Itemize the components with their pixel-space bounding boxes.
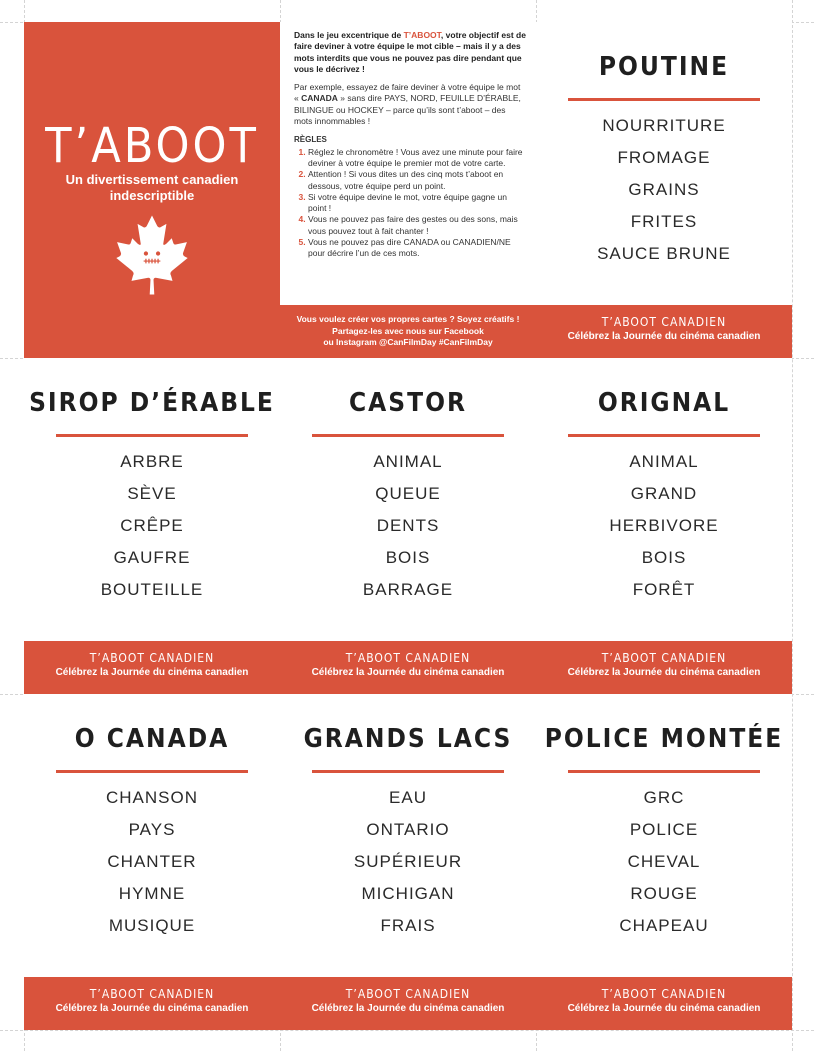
- card-footer: [536, 305, 792, 358]
- target-word: ORIGNAL: [597, 388, 731, 418]
- target-word: O CANADA: [74, 724, 230, 754]
- taboo-word: PAYS: [128, 820, 176, 839]
- taboo-word: POLICE: [629, 820, 699, 839]
- taboo-word: GRC: [643, 788, 685, 807]
- rules-example: [294, 82, 526, 127]
- divider: [312, 434, 504, 437]
- card-footer-title: T’ABOOT CANADIEN: [345, 651, 471, 665]
- taboo-word: GAUFRE: [113, 548, 191, 567]
- taboo-card: [280, 358, 536, 694]
- taboo-word: SAUCE BRUNE: [597, 244, 731, 263]
- stitched-mouth: [144, 259, 161, 264]
- taboo-list: [280, 446, 536, 606]
- example-word: CANADA: [301, 93, 338, 104]
- card-footer-subtitle: Célébrez la Journée du cinéma canadien: [311, 667, 505, 678]
- taboo-list: [24, 446, 280, 606]
- card-footer-title: T’ABOOT CANADIEN: [601, 315, 727, 329]
- rule-item: 3. Si votre équipe devine le mot, votre équipe gagne un point !: [308, 192, 526, 215]
- card-footer: [536, 641, 792, 694]
- taboo-list: [24, 782, 280, 942]
- card-footer-title: T’ABOOT CANADIEN: [89, 987, 215, 1001]
- rules-footer-line: Vous voulez créer vos propres cartes ? Soyez créatifs !: [296, 314, 520, 324]
- rules-footer-line: ou Instagram @CanFilmDay #CanFilmDay: [323, 337, 493, 347]
- taboo-list: [280, 782, 536, 942]
- taboo-word: CHEVAL: [627, 852, 701, 871]
- taboo-word: BOUTEILLE: [100, 580, 204, 599]
- card-footer-title: T’ABOOT CANADIEN: [601, 987, 727, 1001]
- card-footer-title: T’ABOOT CANADIEN: [601, 651, 727, 665]
- taboo-word: MUSIQUE: [108, 916, 196, 935]
- taboo-card: [536, 358, 792, 694]
- taboo-word: MICHIGAN: [361, 884, 455, 903]
- cut-guide: [792, 0, 793, 1051]
- taboo-word: GRAINS: [628, 180, 700, 199]
- divider: [568, 770, 760, 773]
- rules-list: [294, 147, 526, 260]
- taboo-word: CHANTER: [107, 852, 197, 871]
- rules-intro: [294, 30, 526, 75]
- subtitle-line: indescriptible: [109, 188, 195, 203]
- leaf-eye: [144, 251, 148, 255]
- rule-item: 5. Vous ne pouvez pas dire CANADA ou CANADIEN/NE pour décrire l’un de ces mots.: [308, 237, 526, 260]
- taboo-word: FRAIS: [380, 916, 436, 935]
- game-title: T’ABOOT: [45, 118, 259, 174]
- target-word: CASTOR: [349, 388, 467, 418]
- taboo-word: EAU: [389, 788, 427, 807]
- taboo-card: [24, 694, 280, 1030]
- card-footer: [24, 641, 280, 694]
- card-footer-subtitle: Célébrez la Journée du cinéma canadien: [311, 1003, 505, 1014]
- target-word: GRANDS LACS: [303, 724, 513, 754]
- taboo-word: CHANSON: [105, 788, 198, 807]
- rules-footer-line: Partagez-les avec nous sur Facebook: [332, 325, 484, 336]
- card-footer-title: T’ABOOT CANADIEN: [89, 651, 215, 665]
- taboo-word: SUPÉRIEUR: [353, 852, 463, 871]
- taboo-word: CHAPEAU: [619, 916, 709, 935]
- card-footer-subtitle: Célébrez la Journée du cinéma canadien: [55, 667, 249, 678]
- taboo-word: FRITES: [630, 212, 698, 231]
- taboo-list: [536, 782, 792, 942]
- rules-heading: RÈGLES: [294, 135, 327, 145]
- example-text: » sans dire PAYS, NORD, FEUILLE D’ÉRABLE, BILINGUE ou HOCKEY – parce qu’ils sont t’aboot – des mots innommables !: [294, 93, 521, 127]
- cut-guide: [0, 1030, 814, 1031]
- taboo-list: [536, 446, 792, 606]
- intro-text: Dans le jeu excentrique de: [294, 30, 404, 40]
- taboo-word: ONTARIO: [366, 820, 450, 839]
- example-text: Par exemple, essayez de faire deviner à votre équipe le mot «: [294, 82, 521, 104]
- taboo-word: SÈVE: [127, 484, 177, 503]
- taboo-word: BOIS: [385, 548, 431, 567]
- rules-footer: [280, 305, 536, 358]
- taboo-word: ARBRE: [120, 452, 184, 471]
- title-card: [24, 22, 280, 358]
- taboo-word: QUEUE: [375, 484, 441, 503]
- taboo-list: [536, 110, 792, 270]
- rules-text: [294, 30, 526, 260]
- maple-leaf-icon: [114, 214, 190, 296]
- divider: [56, 770, 248, 773]
- taboo-card: [536, 694, 792, 1030]
- card-footer-subtitle: Célébrez la Journée du cinéma canadien: [55, 1003, 249, 1014]
- card-footer-title: T’ABOOT CANADIEN: [345, 987, 471, 1001]
- taboo-word: GRAND: [630, 484, 698, 503]
- intro-text: , votre objectif est de faire deviner à votre équipe le mot cible – mais il y a des mots interdits que vous ne pouvez pas dire pendant que vous le décrivez !: [294, 30, 526, 74]
- target-word: POLICE MONTÉE: [544, 724, 784, 754]
- target-word: POUTINE: [598, 52, 730, 82]
- divider: [568, 434, 760, 437]
- taboo-word: HERBIVORE: [609, 516, 719, 535]
- card-footer-subtitle: Célébrez la Journée du cinéma canadien: [567, 667, 761, 678]
- taboo-card: [24, 358, 280, 694]
- rules-card: [280, 22, 536, 358]
- divider: [568, 98, 760, 101]
- rule-item: 1. Réglez le chronomètre ! Vous avez une minute pour faire deviner à votre équipe le premier mot de votre carte.: [308, 147, 526, 170]
- taboo-word: ROUGE: [630, 884, 698, 903]
- taboo-word: NOURRITURE: [602, 116, 726, 135]
- card-footer: [280, 977, 536, 1030]
- taboo-word: DENTS: [376, 516, 440, 535]
- divider: [56, 434, 248, 437]
- taboo-word: BARRAGE: [362, 580, 454, 599]
- taboo-word: ANIMAL: [373, 452, 443, 471]
- taboo-word: CRÊPE: [120, 516, 184, 535]
- divider: [312, 770, 504, 773]
- intro-brand: T’ABOOT: [403, 30, 441, 40]
- taboo-word: FORÊT: [632, 580, 696, 599]
- card-footer: [24, 977, 280, 1030]
- card-footer: [280, 641, 536, 694]
- rule-item: 2. Attention ! Si vous dites un des cinq mots t’aboot en dessous, votre équipe perd un point.: [308, 169, 526, 192]
- taboo-word: HYMNE: [118, 884, 186, 903]
- rule-item: 4. Vous ne pouvez pas faire des gestes ou des sons, mais vous pouvez tout à fait chanter !: [308, 214, 526, 237]
- leaf-eye: [156, 251, 160, 255]
- taboo-word: BOIS: [641, 548, 687, 567]
- game-subtitle: [44, 172, 260, 204]
- taboo-word: FROMAGE: [617, 148, 711, 167]
- target-word: SIROP D’ÉRABLE: [29, 388, 275, 418]
- card-footer-subtitle: Célébrez la Journée du cinéma canadien: [567, 331, 761, 342]
- card-footer: [536, 977, 792, 1030]
- taboo-card: [536, 22, 792, 358]
- subtitle-line: Un divertissement canadien: [65, 172, 239, 187]
- taboo-word: ANIMAL: [629, 452, 699, 471]
- taboo-card: [280, 694, 536, 1030]
- card-footer-subtitle: Célébrez la Journée du cinéma canadien: [567, 1003, 761, 1014]
